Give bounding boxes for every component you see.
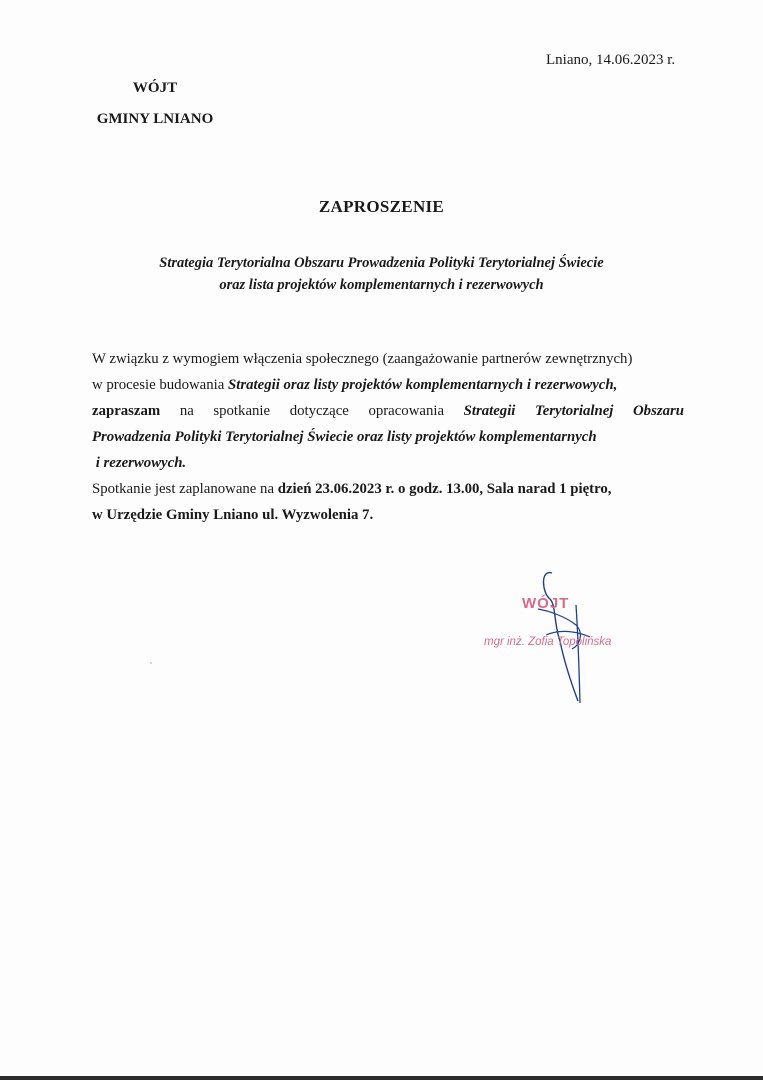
document-subtitle	[0, 252, 763, 296]
invitation-body	[92, 346, 684, 528]
body-word: spotkanie	[213, 403, 271, 419]
body-emphasis-word: Terytorialnej	[535, 403, 614, 419]
issuer-office: GMINY LNIANO	[96, 111, 214, 127]
body-word: na	[179, 403, 194, 419]
subtitle-line-2: oraz lista projektów komplementarnych i rezerwowych	[219, 277, 544, 293]
handwritten-signature	[480, 565, 680, 705]
body-line-2-plain: w procesie budowania	[92, 377, 229, 393]
body-emphasis-word: Strategii	[463, 403, 516, 419]
stamp-name: mgr inż. Zofia Topolińska	[484, 636, 612, 648]
body-line-5: i rezerwowych.	[92, 455, 187, 471]
body-word: opracowania	[368, 403, 445, 419]
stamp-title: WÓJT	[522, 595, 570, 612]
meeting-location: w Urzędzie Gminy Lniano ul. Wyzwolenia 7.	[92, 507, 374, 523]
body-emphasis-word: Obszaru	[632, 403, 684, 419]
place-date: Lniano, 14.06.2023 r.	[546, 52, 676, 68]
issuer-block	[90, 73, 220, 135]
body-line-2	[92, 372, 684, 398]
body-line-4: Prowadzenia Polityki Terytorialnej Świecie oraz listy projektów komplementarnych	[92, 429, 597, 445]
body-line-2-emphasis: Strategii oraz listy projektów komplementarnych i rezerwowych,	[228, 377, 618, 393]
issuer-title: WÓJT	[132, 80, 178, 96]
meeting-datetime: dzień 23.06.2023 r. o godz. 13.00, Sala narad 1 piętro,	[277, 481, 612, 497]
scan-bottom-edge	[0, 1076, 763, 1080]
body-line-3	[92, 398, 684, 424]
body-word: dotyczące	[289, 403, 349, 419]
invite-verb: zapraszam	[92, 403, 161, 419]
scan-speck	[150, 662, 152, 664]
meeting-intro: Spotkanie jest zaplanowane na	[92, 481, 278, 497]
body-line-1: W związku z wymogiem włączenia społecznego (zaangażowanie partnerów zewnętrznych)	[92, 351, 633, 367]
document-title: ZAPROSZENIE	[318, 197, 445, 216]
body-line-6	[92, 476, 684, 502]
subtitle-line-1: Strategia Terytorialna Obszaru Prowadzenia Polityki Terytorialnej Świecie	[159, 255, 604, 271]
